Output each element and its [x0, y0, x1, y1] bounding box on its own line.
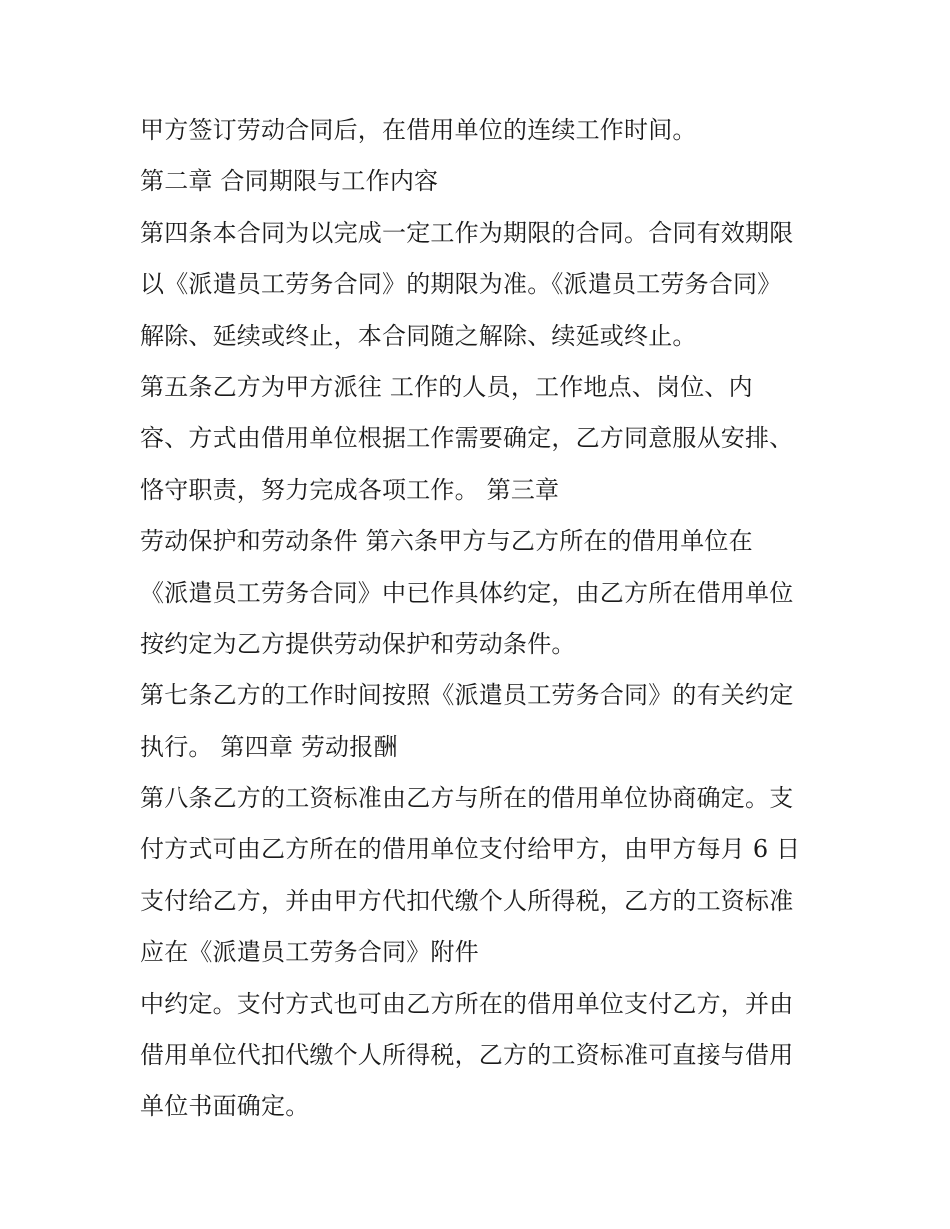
text-line: 按约定为乙方提供劳动保护和劳动条件。: [140, 629, 576, 658]
text-line: 单位书面确定。: [140, 1092, 310, 1121]
chapter-heading-line: 第二章 合同期限与工作内容: [140, 167, 439, 196]
text-line: 中约定。支付方式也可由乙方所在的借用单位支付乙方，并由: [140, 989, 794, 1018]
text-line: 容、方式由借用单位根据工作需要确定，乙方同意服从安排、: [140, 424, 794, 453]
document-body: [140, 105, 830, 1133]
text-line: 支付给乙方，并由甲方代扣代缴个人所得税，乙方的工资标准: [140, 886, 794, 915]
text-line: 第四条本合同为以完成一定工作为期限的合同。合同有效期限: [140, 218, 794, 247]
text-line: 执行。 第四章 劳动报酬: [140, 732, 398, 761]
text-line: 甲方签订劳动合同后，在借用单位的连续工作时间。: [140, 116, 697, 144]
text-line: 解除、延续或终止，本合同随之解除、续延或终止。: [140, 321, 697, 350]
text-line: 劳动保护和劳动条件 第六条甲方与乙方所在的借用单位在: [140, 527, 753, 556]
text-line: 以《派遣员工劳务合同》的期限为准。《派遣员工劳务合同》: [140, 270, 782, 299]
text-line: 第七条乙方的工作时间按照《派遣员工劳务合同》的有关约定: [140, 681, 794, 710]
text-line: 付方式可由乙方所在的借用单位支付给甲方，由甲方每月 6 日: [140, 835, 801, 864]
text-line: 第八条乙方的工资标准由乙方与所在的借用单位协商确定。支: [140, 784, 794, 813]
text-line: 恪守职责，努力完成各项工作。 第三章: [140, 475, 560, 504]
text-line: 借用单位代扣代缴个人所得税，乙方的工资标准可直接与借用: [140, 1041, 794, 1070]
text-line: 应在《派遣员工劳务合同》附件: [140, 938, 479, 967]
text-line: 第五条乙方为甲方派往 工作的人员，工作地点、岗位、内: [140, 372, 753, 401]
text-line: 《派遣员工劳务合同》中已作具体约定，由乙方所在借用单位: [140, 578, 794, 607]
